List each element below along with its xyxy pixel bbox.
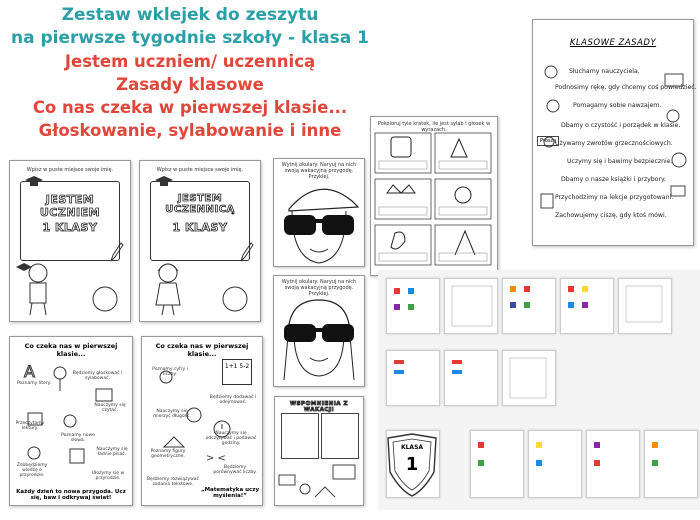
rule-item: Zachowujemy ciszę, gdy ktoś mówi. <box>555 212 667 219</box>
header-line-1: Zestaw wklejek do zeszytu <box>61 5 319 25</box>
rule-item: Uczymy się i bawimy bezpiecznie. <box>567 158 673 165</box>
card-title: Co czeka nas w pierwszej klasie... <box>155 342 249 358</box>
header-line-6: Głoskowanie, sylabowanie i inne <box>38 121 342 140</box>
rule-item: Podnosimy rękę, gdy chcemy coś powiedzieć. <box>555 84 697 91</box>
klasa-badge <box>384 432 440 498</box>
card-title: Co czeka nas w pierwszej klasie... <box>24 342 118 358</box>
boy-with-sunglasses-drawing <box>274 179 364 264</box>
prosze-sign: Proszę <box>537 136 559 146</box>
card-sunglasses-boy <box>273 158 365 267</box>
header-line-4: Zasady klasowe <box>116 75 264 94</box>
svg-text:> <: > < <box>206 453 226 464</box>
card-instruction: Wytnij okulary. Naryuj na nich swoją wakacyjną przygodę. Przyklej. <box>281 162 357 180</box>
list-item: Będziemy głoskować i sylabować. <box>72 371 123 381</box>
card-title-2: 1 KLASY <box>172 221 228 234</box>
rule-item: Przychodzimy na lekcje przygotowani. <box>555 194 674 201</box>
card-instruction: Wpisz w puste miejsce swoje imię. <box>26 167 114 173</box>
list-item: Poznamy cyfry i liczby. <box>152 367 188 377</box>
list-item: Przeczytamy lektury. <box>15 421 45 431</box>
svg-text:A: A <box>24 362 35 381</box>
list-item: Nauczymy się czytać. <box>94 403 126 413</box>
student-drawing <box>140 259 260 319</box>
pencil-icon <box>108 241 124 263</box>
card-footer: „Matematyka uczy myślenia!” <box>200 487 260 499</box>
list-item: Będziemy rozwiązywać zadania tekstowe. <box>146 477 200 487</box>
picture-grid <box>371 129 497 275</box>
rule-item: Używamy zwrotów grzecznościowych. <box>555 140 673 147</box>
photo-frame <box>321 413 359 459</box>
math-board: 1+1 5-2 <box>222 359 252 385</box>
card-klasowe-zasady <box>532 19 697 246</box>
card-instruction: Wpisz w puste miejsce swoje imię. <box>156 167 244 173</box>
list-item: Poznamy litery. <box>16 381 52 386</box>
list-item: Poznamy figury geometryczne. <box>150 449 186 459</box>
card-glosy-sylaby <box>370 116 498 276</box>
badge-text-1: KLASA <box>400 444 424 451</box>
rule-item: Pomagamy sobie nawzajem. <box>573 102 662 109</box>
card-jestem-uczniem <box>9 160 131 322</box>
list-item: Będziemy porównywać liczby. <box>213 465 257 475</box>
list-item: Będziemy dodawać i odejmować. <box>209 395 257 405</box>
photo-frame <box>281 413 319 459</box>
card-sunglasses-girl <box>273 275 365 387</box>
list-item: Nauczymy się mierzyć długość. <box>152 409 192 419</box>
badge-text-2: 1 <box>405 454 419 475</box>
list-item: Zdobędziemy wiedzę o przyrodzie. <box>16 463 48 478</box>
rule-item: Dbamy o nasze książki i przybory. <box>561 176 666 183</box>
list-item: Poznamy nowe słowa. <box>61 433 95 443</box>
card-co-czeka-nas-2 <box>141 336 263 506</box>
student-drawing <box>10 259 130 319</box>
math-drawings <box>142 357 262 477</box>
list-item: Nauczymy się ładnie pisać. <box>96 447 128 457</box>
card-instruction: Pokoloruj tyle kratek, ile jest sylab i głosek w wyrazach. <box>377 121 491 133</box>
card-title: KLASOWE ZASADY <box>569 38 657 48</box>
list-item: Ułożymy się w przyrodzie. <box>91 471 125 481</box>
card-title-1: JESTEM UCZNIEM <box>39 193 101 219</box>
mortarboard-icon <box>154 175 174 189</box>
card-title-1: JESTEM UCZENNICĄ <box>165 193 235 215</box>
rules-icons <box>533 60 693 220</box>
list-item: Nauczymy się odczytywać i podawać godziny. <box>205 431 257 446</box>
vacation-drawings <box>275 459 363 503</box>
pencil-icon <box>238 241 254 263</box>
card-co-czeka-nas-1 <box>9 336 133 506</box>
header-title-block <box>0 4 380 142</box>
card-jestem-uczennica <box>139 160 261 322</box>
children-drawings <box>10 353 132 473</box>
header-line-3: Jestem uczniem/ uczennicą <box>64 52 316 71</box>
header-line-5: Co nas czeka w pierwszej klasie... <box>32 98 348 117</box>
rule-item: Słuchamy nauczyciela. <box>569 68 640 75</box>
girl-with-sunglasses-drawing <box>274 296 364 386</box>
card-footer: Każdy dzień to nowa przygoda. Ucz się, baw i odkrywaj świat! <box>16 489 126 501</box>
rule-item: Dbamy o czystość i porządek w klasie. <box>561 122 681 129</box>
card-title-2: 1 KLASY <box>42 221 98 234</box>
card-title: WSPOMNIENIA Z WAKACJI <box>290 401 348 413</box>
card-instruction: Wytnij okulary. Naryuj na nich swoją wakacyjną przygodę. Przyklej. <box>281 279 357 297</box>
header-line-2: na pierwsze tygodnie szkoły - klasa 1 <box>11 28 369 48</box>
mortarboard-icon <box>24 175 44 189</box>
card-wspomnienia-z-wakacji <box>274 396 364 506</box>
